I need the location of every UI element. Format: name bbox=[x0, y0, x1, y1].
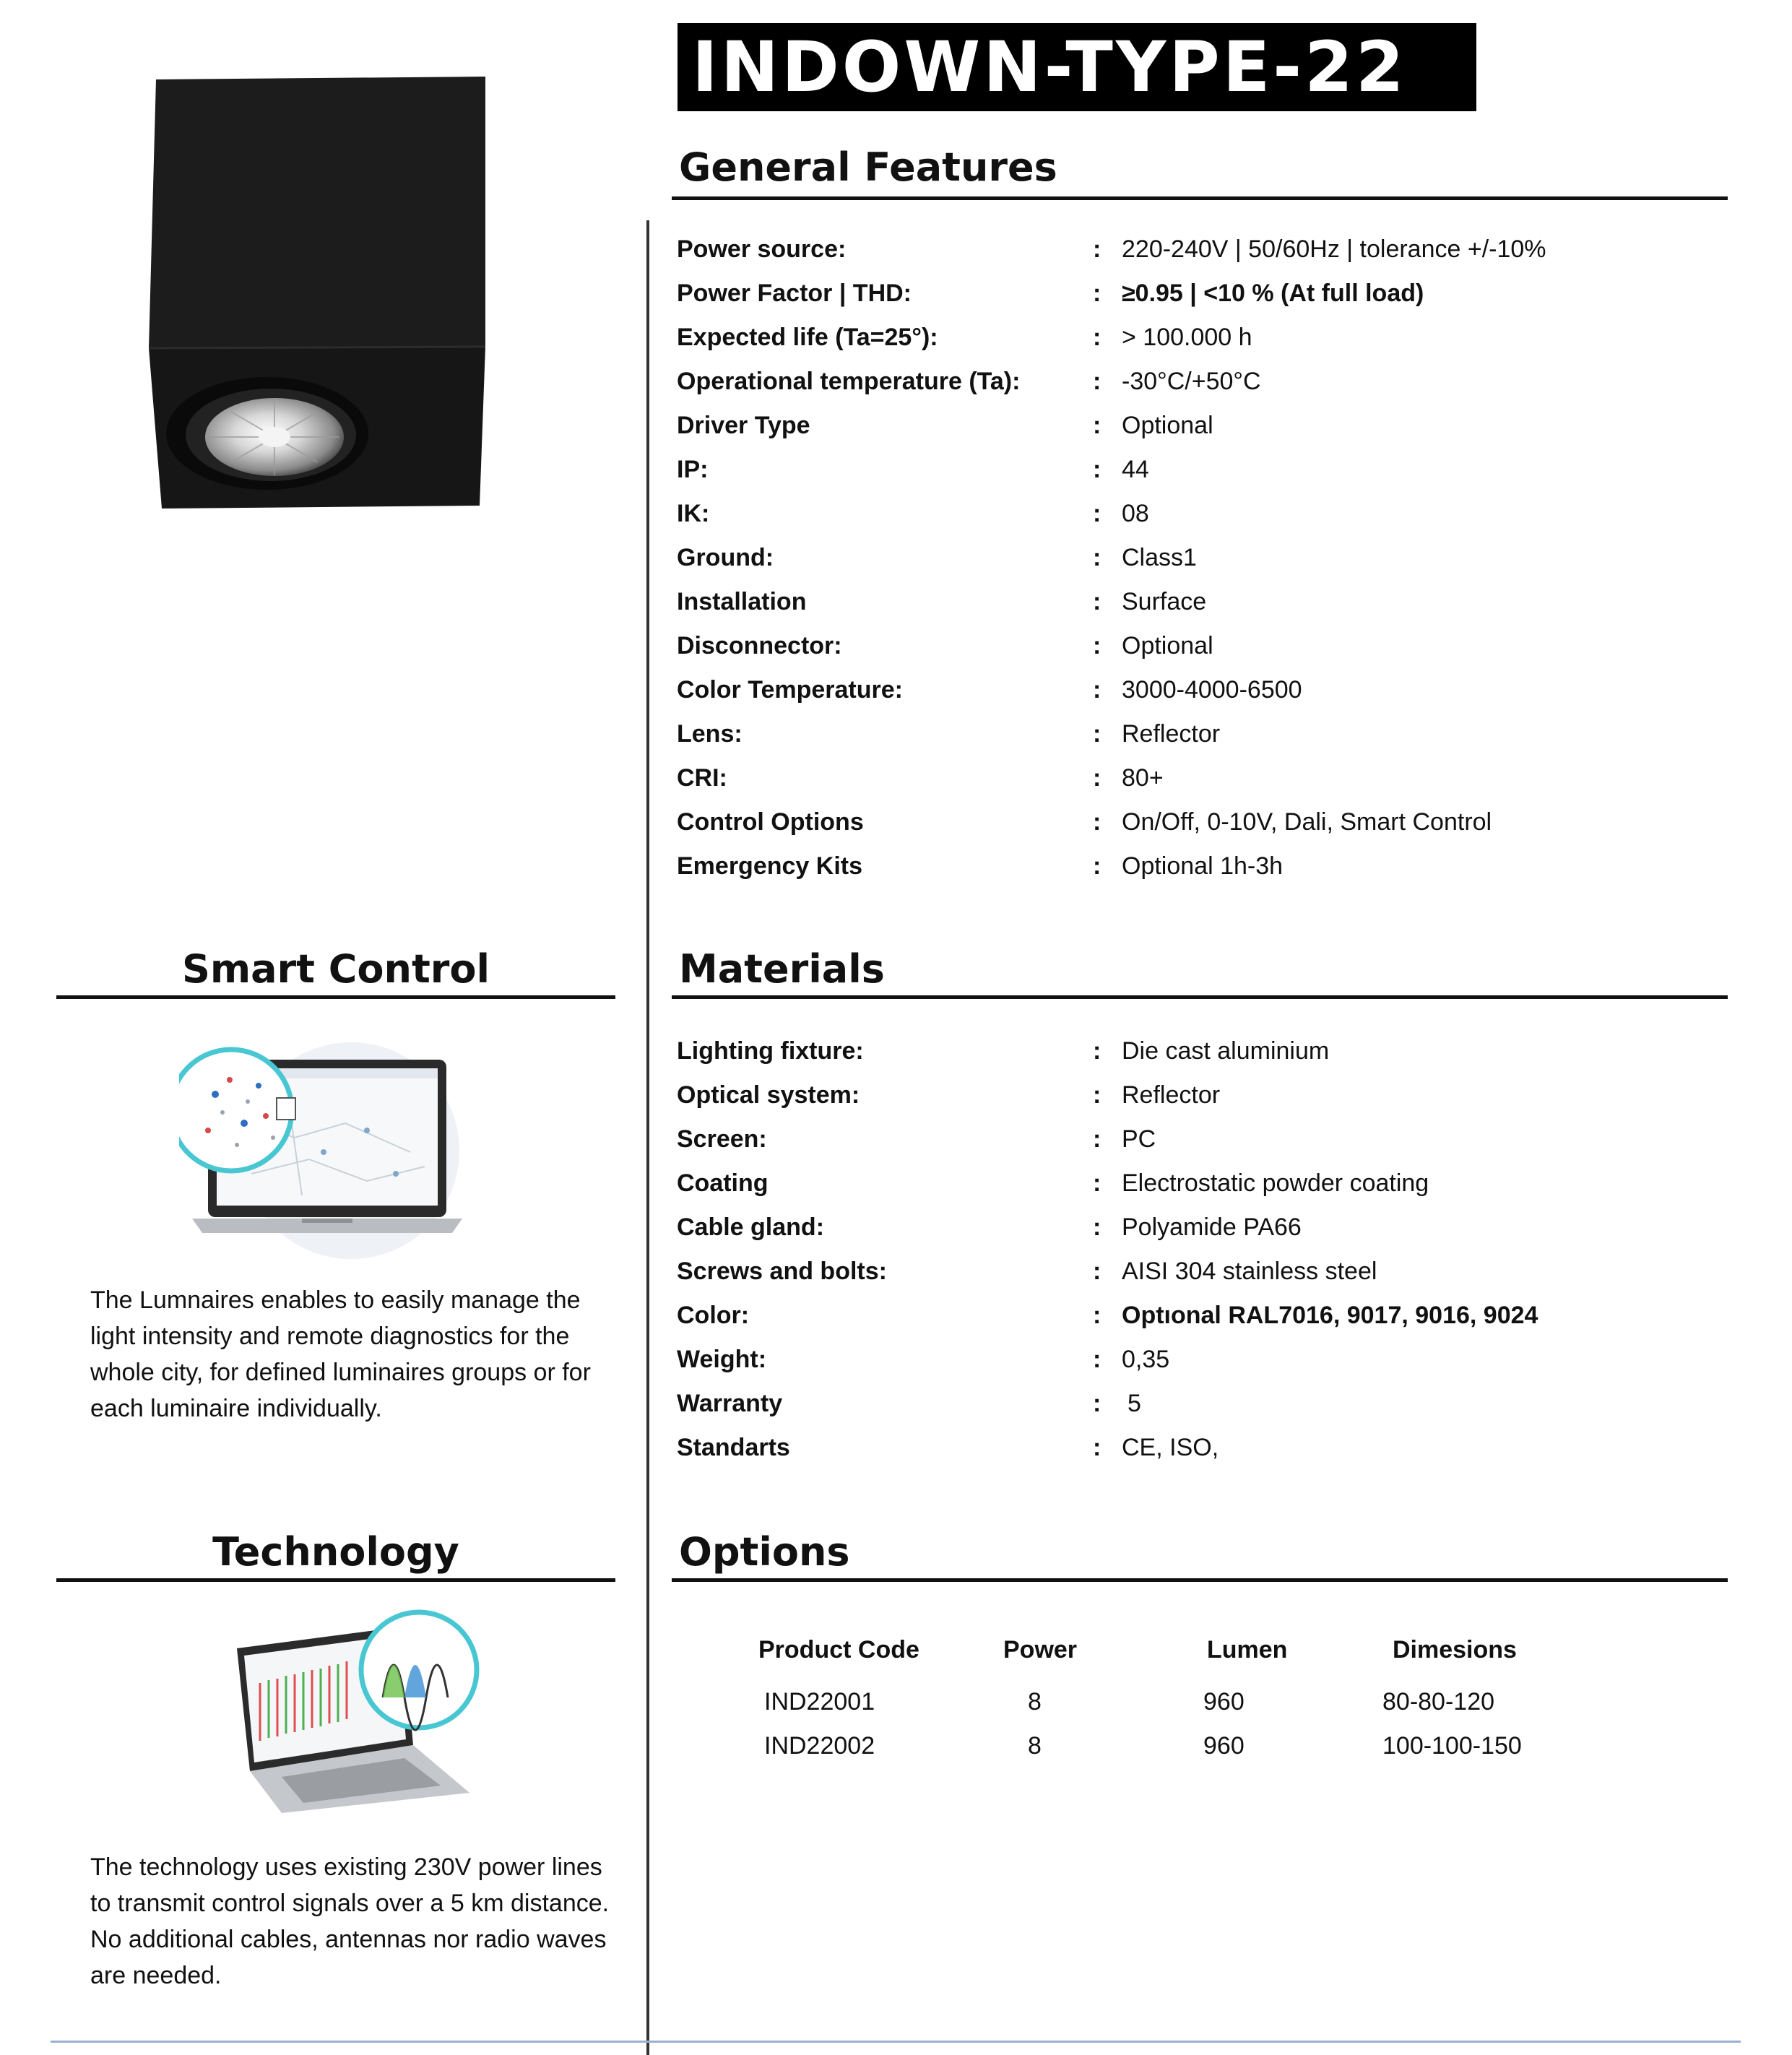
spec-row bbox=[677, 542, 1731, 586]
general-features-rule bbox=[672, 196, 1728, 200]
options-header-product-code: Product Code bbox=[758, 1636, 919, 1664]
spec-value: Surface bbox=[1122, 588, 1207, 615]
spec-label: Disconnector: bbox=[677, 632, 842, 659]
spec-value: Reflector bbox=[1122, 720, 1221, 748]
technology-heading: Technology bbox=[212, 1529, 459, 1575]
spec-row bbox=[677, 277, 1731, 321]
spec-colon: : bbox=[1093, 1169, 1101, 1197]
spec-label: IK: bbox=[677, 500, 710, 527]
spec-label: Operational temperature (Ta): bbox=[677, 368, 1021, 395]
spec-row bbox=[677, 1079, 1731, 1123]
spec-colon: : bbox=[1093, 1258, 1101, 1285]
options-cell: 80-80-120 bbox=[1382, 1688, 1495, 1716]
spec-label: Expected life (Ta=25°): bbox=[677, 324, 938, 351]
spec-row bbox=[677, 1211, 1731, 1255]
general-features-table bbox=[677, 233, 1731, 898]
spec-label: Power source: bbox=[677, 235, 847, 263]
options-header-dimensions: Dimesions bbox=[1393, 1636, 1517, 1664]
spec-colon: : bbox=[1093, 588, 1101, 615]
spec-label: Screen: bbox=[677, 1125, 767, 1153]
spec-row bbox=[677, 498, 1731, 542]
spec-colon: : bbox=[1093, 852, 1101, 880]
spec-row bbox=[677, 1035, 1731, 1079]
spec-colon: : bbox=[1093, 632, 1101, 659]
spec-label: IP: bbox=[677, 456, 709, 483]
spec-row bbox=[677, 365, 1731, 410]
spec-value: 44 bbox=[1122, 456, 1149, 483]
smart-control-rule bbox=[56, 995, 615, 999]
spec-label: Lighting fixture: bbox=[677, 1037, 864, 1065]
spec-value: Reflector bbox=[1122, 1081, 1221, 1109]
spec-label: Installation bbox=[677, 588, 807, 615]
technology-image bbox=[209, 1604, 484, 1813]
spec-label: Optical system: bbox=[677, 1081, 860, 1109]
spec-row bbox=[677, 718, 1731, 762]
spec-label: Lens: bbox=[677, 720, 743, 748]
options-cell: IND22001 bbox=[764, 1688, 875, 1716]
spec-label: Color: bbox=[677, 1302, 750, 1329]
spec-label: Standarts bbox=[677, 1434, 790, 1461]
spec-colon: : bbox=[1093, 368, 1101, 395]
spec-row bbox=[677, 630, 1731, 674]
spec-value: CE, ISO, bbox=[1122, 1434, 1219, 1461]
bottom-rule bbox=[51, 2041, 1741, 2043]
spec-value: -30°C/+50°C bbox=[1122, 368, 1261, 395]
spec-row bbox=[677, 410, 1731, 454]
product-image bbox=[137, 72, 491, 513]
spec-label: Cable gland: bbox=[677, 1213, 825, 1241]
spec-colon: : bbox=[1093, 1390, 1101, 1417]
spec-value: 08 bbox=[1122, 500, 1149, 527]
spec-label: Driver Type bbox=[677, 412, 810, 439]
spec-value: 5 bbox=[1127, 1390, 1141, 1417]
options-cell: 8 bbox=[1028, 1688, 1042, 1716]
spec-value: ≥0.95 | <10 % (At full load) bbox=[1122, 280, 1424, 307]
options-cell: 100-100-150 bbox=[1382, 1732, 1522, 1760]
spec-value: Optional bbox=[1122, 632, 1213, 659]
spec-label: CRI: bbox=[677, 764, 727, 792]
spec-value: 3000-4000-6500 bbox=[1122, 676, 1302, 704]
spec-value: Class1 bbox=[1122, 544, 1197, 571]
spec-value: 220-240V | 50/60Hz | tolerance +/-10% bbox=[1122, 235, 1546, 263]
spec-colon: : bbox=[1093, 544, 1101, 571]
general-features-heading: General Features bbox=[679, 144, 1057, 190]
spec-label: Color Temperature: bbox=[677, 676, 903, 704]
spec-row bbox=[677, 1299, 1731, 1344]
spec-colon: : bbox=[1093, 1125, 1101, 1153]
spec-row bbox=[677, 806, 1731, 850]
vertical-divider bbox=[646, 220, 649, 2055]
options-header-power: Power bbox=[1003, 1636, 1078, 1664]
spec-row bbox=[677, 674, 1731, 718]
spec-row bbox=[677, 1123, 1731, 1167]
spec-value: 0,35 bbox=[1122, 1346, 1170, 1373]
smart-control-image bbox=[179, 1029, 482, 1260]
spec-value: PC bbox=[1122, 1125, 1156, 1153]
spec-colon: : bbox=[1093, 764, 1101, 792]
spec-value: Optional bbox=[1122, 412, 1213, 439]
spec-colon: : bbox=[1093, 720, 1101, 748]
spec-row bbox=[677, 1388, 1731, 1432]
spec-colon: : bbox=[1093, 500, 1101, 527]
spec-value: Die cast aluminium bbox=[1122, 1037, 1330, 1065]
technology-description: The technology uses existing 230V power lines to transmit control signals over a 5 km distance. No additional cables, antennas nor radio waves are needed. bbox=[90, 1853, 610, 1989]
spec-value: Optıonal RAL7016, 9017, 9016, 9024 bbox=[1122, 1302, 1538, 1329]
spec-label: Warranty bbox=[677, 1390, 783, 1417]
options-cell: 960 bbox=[1203, 1688, 1245, 1716]
materials-heading: Materials bbox=[679, 946, 885, 992]
spec-row bbox=[677, 1255, 1731, 1299]
spec-value: Optional 1h-3h bbox=[1122, 852, 1284, 880]
smart-control-heading: Smart Control bbox=[181, 946, 490, 992]
spec-label: Control Options bbox=[677, 808, 864, 836]
page-title: INDOWN-TYPE-22 bbox=[692, 27, 1407, 108]
spec-row bbox=[677, 1167, 1731, 1211]
spec-row bbox=[677, 1344, 1731, 1388]
spec-value: AISI 304 stainless steel bbox=[1122, 1258, 1377, 1285]
spec-colon: : bbox=[1093, 1346, 1101, 1373]
spec-colon: : bbox=[1093, 456, 1101, 483]
materials-rule bbox=[672, 995, 1728, 999]
spec-label: Emergency Kits bbox=[677, 852, 862, 880]
spec-colon: : bbox=[1093, 1081, 1101, 1109]
options-cell: IND22002 bbox=[764, 1732, 875, 1760]
title-banner bbox=[678, 23, 1476, 111]
spec-label: Weight: bbox=[677, 1346, 767, 1373]
spec-label: Coating bbox=[677, 1169, 769, 1197]
spec-label: Power Factor | THD: bbox=[677, 280, 912, 307]
spec-value: Electrostatic powder coating bbox=[1122, 1169, 1429, 1197]
spec-colon: : bbox=[1093, 676, 1101, 704]
spec-value: On/Off, 0-10V, Dali, Smart Control bbox=[1122, 808, 1492, 836]
spec-colon: : bbox=[1093, 412, 1101, 439]
spec-colon: : bbox=[1093, 280, 1101, 307]
technology-rule bbox=[56, 1578, 615, 1582]
spec-colon: : bbox=[1093, 324, 1101, 351]
spec-colon: : bbox=[1093, 235, 1101, 263]
spec-value: Polyamide PA66 bbox=[1122, 1213, 1302, 1241]
options-table bbox=[751, 1634, 1618, 1764]
options-rule bbox=[672, 1578, 1728, 1582]
spec-value: > 100.000 h bbox=[1122, 324, 1252, 351]
spec-colon: : bbox=[1093, 1434, 1101, 1461]
spec-colon: : bbox=[1093, 808, 1101, 836]
spec-row bbox=[677, 454, 1731, 498]
options-cell: 960 bbox=[1203, 1732, 1245, 1760]
spec-label: Screws and bolts: bbox=[677, 1258, 887, 1285]
spec-colon: : bbox=[1093, 1213, 1101, 1241]
spec-row bbox=[677, 1432, 1731, 1476]
spec-row bbox=[677, 762, 1731, 806]
spec-row bbox=[677, 850, 1731, 894]
materials-table bbox=[677, 1035, 1731, 1483]
spec-row bbox=[677, 233, 1731, 277]
spec-row bbox=[677, 586, 1731, 630]
options-heading: Options bbox=[679, 1529, 850, 1575]
smart-control-description: The Lumnaires enables to easily manage the light intensity and remote diagnostics for the whole city, for defined luminaires groups or for each luminaire individually. bbox=[90, 1286, 591, 1422]
spec-row bbox=[677, 321, 1731, 365]
options-cell: 8 bbox=[1028, 1732, 1042, 1760]
spec-label: Ground: bbox=[677, 544, 774, 571]
options-header-lumen: Lumen bbox=[1207, 1636, 1288, 1664]
spec-colon: : bbox=[1093, 1037, 1101, 1065]
spec-colon: : bbox=[1093, 1302, 1101, 1329]
spec-value: 80+ bbox=[1122, 764, 1164, 792]
